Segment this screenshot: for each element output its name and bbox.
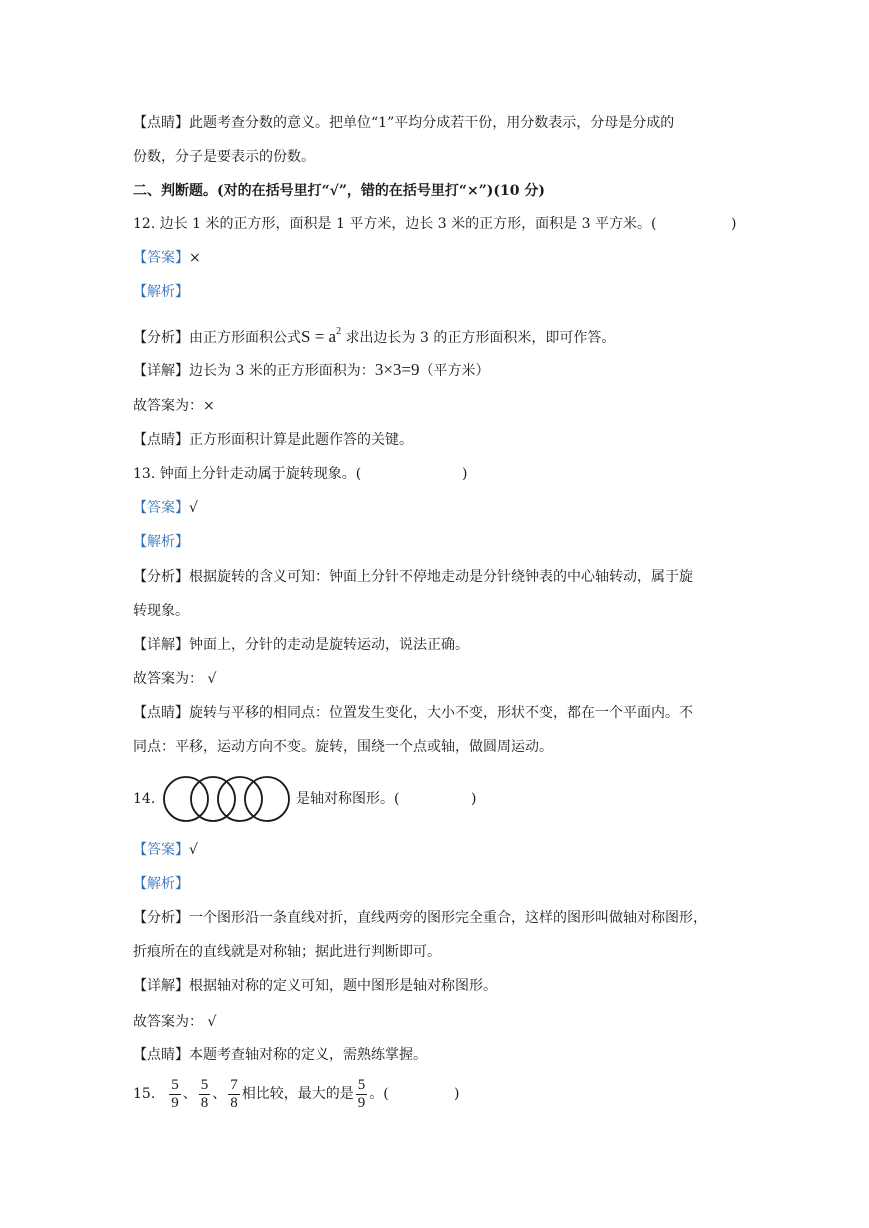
ring-3 [218, 777, 262, 821]
question-15-text: 相比较，最大的是 [241, 1086, 354, 1102]
question-12 [133, 214, 656, 234]
ring-1 [164, 777, 208, 821]
analysis-tag-13: 【解析】 [133, 534, 189, 550]
fraction-5-9 [169, 1077, 181, 1112]
formula-base: S = a [301, 327, 337, 346]
conclusion-12: 故答案为：× [133, 398, 215, 414]
fraction-5-9-answer [356, 1077, 368, 1112]
answer-value: × [189, 250, 201, 266]
question-14-text: 是轴对称图形。( [296, 791, 400, 807]
answer-tag: 【答案】 [133, 250, 189, 266]
analysis-tag-14: 【解析】 [133, 876, 189, 892]
separator: 、 [182, 1086, 197, 1102]
ring-2 [191, 777, 235, 821]
detail-13: 【详解】钟面上，分针的走动是旋转运动，说法正确。 [133, 637, 469, 653]
formula [301, 327, 341, 346]
conclusion-13: 故答案为： √ [133, 671, 217, 687]
analysis-text-end: 求出边长为 3 的正方形面积米，即可作答。 [341, 330, 616, 346]
analysis-13-line-1: 【分析】根据旋转的含义可知：钟面上分针不停地走动是分针绕钟表的中心轴转动，属于旋 [133, 569, 693, 585]
ring-4 [245, 777, 289, 821]
question-14-number: 14. [133, 791, 156, 807]
answer-value: √ [189, 842, 198, 858]
fraction-numerator: 5 [200, 1076, 209, 1093]
question-12-text: 12. 边长 1 米的正方形，面积是 1 平方米，边长 3 米的正方形，面积是 3 平方米。( [133, 216, 657, 232]
detail-unit: （平方米） [419, 363, 490, 379]
fraction-numerator: 5 [171, 1076, 179, 1093]
fraction-denominator: 8 [200, 1094, 209, 1111]
detail-14: 【详解】根据轴对称的定义可知，题中图形是轴对称图形。 [133, 978, 497, 994]
analysis-14-line-2: 折痕所在的直线就是对称轴；据此进行判断即可。 [133, 944, 441, 960]
point-13-line-2: 同点：平移，运动方向不变。旋转，围绕一个点或轴，做圆周运动。 [133, 739, 553, 755]
point-12: 【点睛】正方形面积计算是此题作答的关键。 [133, 432, 413, 448]
fraction-7-8 [228, 1077, 240, 1112]
question-12-close-paren: ) [731, 216, 737, 232]
fraction-numerator: 5 [357, 1076, 366, 1093]
question-14-close-paren: ) [471, 791, 477, 807]
analysis-tag-12: 【解析】 [133, 284, 189, 300]
answer-12 [133, 248, 201, 268]
answer-tag: 【答案】 [133, 842, 189, 858]
question-13-close-paren: ) [462, 466, 468, 482]
analysis-text: 【分析】由正方形面积公式 [133, 330, 301, 346]
answer-14 [133, 840, 198, 860]
answer-tag: 【答案】 [133, 500, 189, 516]
fraction-denominator: 9 [171, 1094, 179, 1111]
question-15-open-paren: 。( [369, 1086, 389, 1102]
point-13-line-1: 【点睛】旋转与平移的相同点：位置发生变化，大小不变，形状不变，都在一个平面内。不 [133, 705, 693, 721]
conclusion-14: 故答案为： √ [133, 1014, 217, 1030]
fraction-denominator: 9 [357, 1094, 366, 1111]
detail-math: 3×3=9 [374, 360, 420, 379]
separator: 、 [212, 1086, 227, 1102]
question-15-number: 15. [133, 1086, 156, 1102]
question-13: 13. 钟面上分针走动属于旋转现象。( [133, 466, 362, 482]
section-heading: 二、判断题。(对的在括号里打“√”，错的在括号里打“×”)(10 分) [133, 183, 545, 199]
four-rings-figure [162, 776, 292, 822]
formula-exponent: 2 [336, 326, 342, 337]
detail-12 [133, 360, 490, 381]
analysis-13-line-2: 转现象。 [133, 603, 189, 619]
fraction-numerator: 7 [230, 1076, 238, 1093]
answer-value: √ [189, 500, 198, 516]
point-paragraph-line-1: 【点睛】此题考查分数的意义。把单位“1”平均分成若干份，用分数表示，分母是分成的 [133, 115, 675, 131]
point-14: 【点睛】本题考查轴对称的定义，需熟练掌握。 [133, 1047, 427, 1063]
detail-text: 【详解】边长为 3 米的正方形面积为： [133, 363, 375, 379]
answer-13 [133, 498, 198, 518]
analysis-12 [133, 322, 615, 348]
question-15-close-paren: ) [454, 1086, 460, 1102]
point-paragraph-line-2: 份数，分子是要表示的份数。 [133, 149, 315, 165]
analysis-14-line-1: 【分析】一个图形沿一条直线对折，直线两旁的图形完全重合，这样的图形叫做轴对称图形， [133, 910, 707, 926]
fraction-denominator: 8 [230, 1094, 238, 1111]
fraction-5-8 [199, 1077, 211, 1112]
question-15 [133, 1074, 389, 1114]
